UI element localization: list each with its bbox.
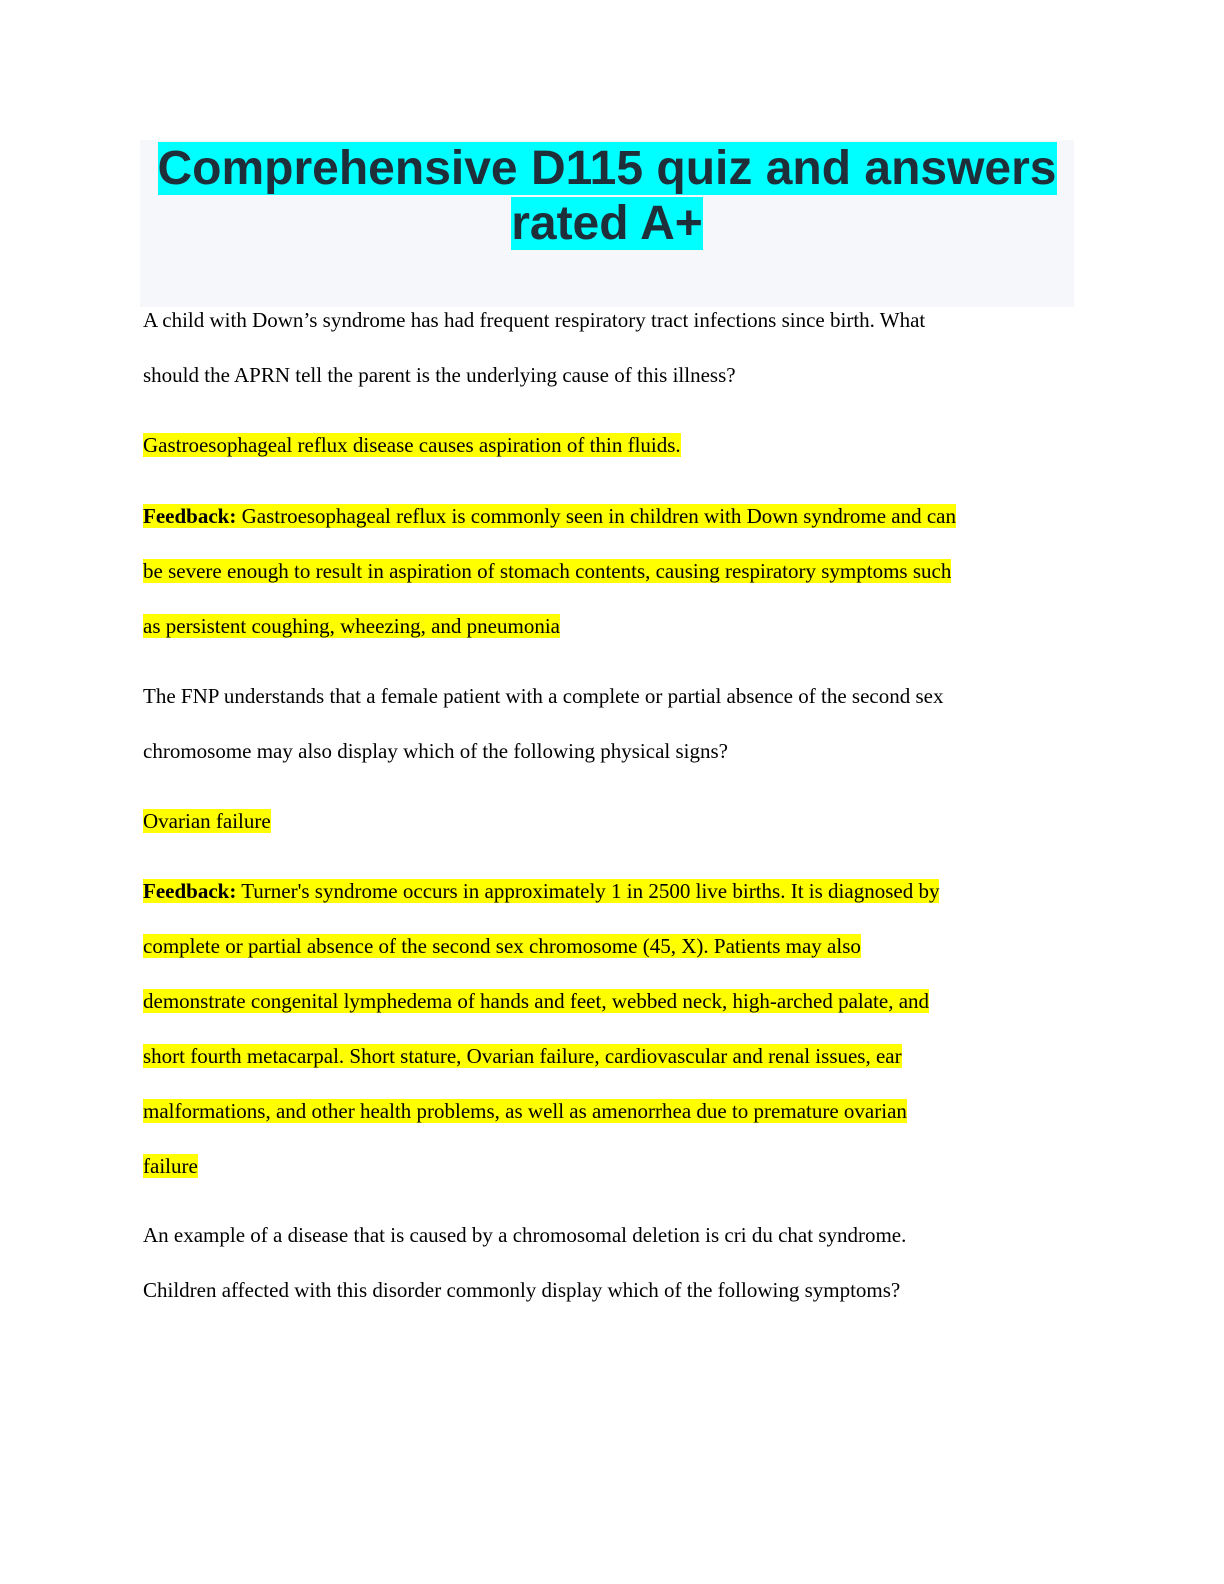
title-line-1: Comprehensive D115 quiz and answers <box>157 142 1057 195</box>
title-line-2: rated A+ <box>511 197 703 250</box>
feedback-2-line-5: malformations, and other health problems, as well as amenorrhea due to premature ovarian <box>143 1099 907 1123</box>
question-1-line-1: A child with Down’s syndrome has had frequent respiratory tract infections since birth. What <box>143 308 926 332</box>
feedback-2-line-2: complete or partial absence of the second sex chromosome (45, X). Patients may also <box>143 934 861 958</box>
title-block <box>140 140 1074 307</box>
feedback-1-label: Feedback: <box>143 504 237 528</box>
question-2 <box>143 681 1088 791</box>
feedback-1-line-1: Gastroesophageal reflux is commonly seen in children with Down syndrome and can <box>236 504 956 528</box>
document-title <box>140 140 1074 251</box>
question-3-line-2: Children affected with this disorder commonly display which of the following symptoms? <box>143 1278 901 1302</box>
feedback-2-line-1: Turner's syndrome occurs in approximately 1 in 2500 live births. It is diagnosed by <box>236 879 940 903</box>
feedback-1-line-2: be severe enough to result in aspiration of stomach contents, causing respiratory symptoms such <box>143 559 952 583</box>
question-3-line-1: An example of a disease that is caused by a chromosomal deletion is cri du chat syndrome. <box>143 1223 907 1247</box>
answer-2-text: Ovarian failure <box>143 809 271 833</box>
answer-1-text: Gastroesophageal reflux disease causes aspiration of thin fluids. <box>143 433 681 457</box>
feedback-1-line-3: as persistent coughing, wheezing, and pneumonia <box>143 614 560 638</box>
feedback-2-line-4: short fourth metacarpal. Short stature, Ovarian failure, cardiovascular and renal issues, ear <box>143 1044 902 1068</box>
feedback-2-label: Feedback: <box>143 879 237 903</box>
feedback-2-line-6: failure <box>143 1154 198 1178</box>
question-2-line-1: The FNP understands that a female patient with a complete or partial absence of the second sex <box>143 684 944 708</box>
answer-2 <box>143 806 1088 861</box>
question-1 <box>143 305 1088 415</box>
question-3 <box>143 1220 1088 1330</box>
feedback-2 <box>143 876 1088 1206</box>
question-2-line-2: chromosome may also display which of the following physical signs? <box>143 739 728 763</box>
feedback-2-line-3: demonstrate congenital lymphedema of hands and feet, webbed neck, high-arched palate, and <box>143 989 930 1013</box>
answer-1 <box>143 430 1088 485</box>
feedback-1 <box>143 501 1088 666</box>
question-1-line-2: should the APRN tell the parent is the underlying cause of this illness? <box>143 363 736 387</box>
